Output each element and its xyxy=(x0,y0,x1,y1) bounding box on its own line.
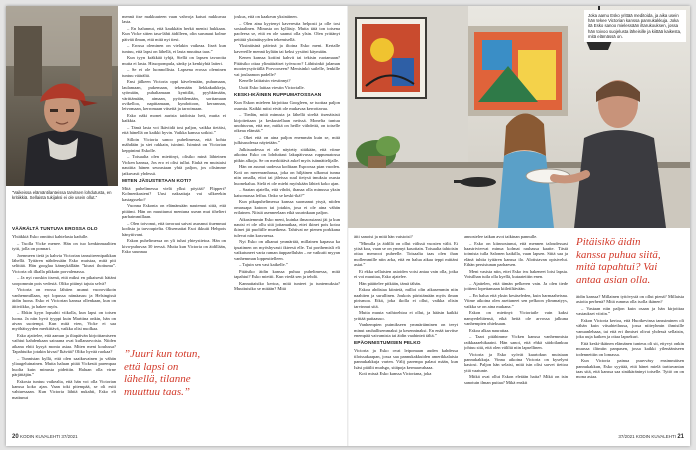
paragraph: Yhtäkkiä Esko onnittui kahtelasta kadulle. xyxy=(12,234,89,239)
pullquote-line: että lapsi on xyxy=(124,360,179,373)
paragraph: – Saatan ajatella, että vihdri, ihanaa olla minussa yksin katsomassa leffaa. Onko se keski-ikä?” xyxy=(234,187,340,198)
paragraph: – Erossa oleminen on vielakin vaikeaa. Itseä kun tuntuu, että lapsi on lähellä, ei lasta muuttua taas.” xyxy=(122,43,226,54)
man-with-cap-photo xyxy=(6,6,118,186)
paragraph: Julkisuudessa ei ole näytetty sitäkään, että viime aikoina Esko on lohduttaut lakupäivussa ruppumatossa pitkin alkoja. Se on merkittävä askel myös isännättelijalle. xyxy=(234,147,340,163)
left-column-1 xyxy=(12,224,116,430)
paragraph: Uutti Esko laittaa viestin Victorialle. xyxy=(239,84,305,90)
pullquote-line: ”Juuri kun totun, xyxy=(124,348,201,360)
paragraph: – Olen aina kyytenyt kaverestta helposti ja olle tosi sosiaalinen. Minusta on kyllästy. Mutta tätä ton toisena paoleesa se, että en ole saanut olla ylsin. Olen yrittänyt peitätä yksinäisyyden tekemisellä. xyxy=(234,20,340,42)
paragraph: – Vastaan niin paljon kuin osaan ja hän kirjoittaa vastaukset viiriin.” xyxy=(576,306,684,317)
subheading: MITEN JÄSUSTETAAN KOTI? xyxy=(122,179,192,185)
paragraph: Eskon Victoria kertoa, että Huotkevinsa tanssiminen oli vähän kuin vitsahteiluusa, jossa niiteyhmin ihmisille vanuanlehaaa, tai että eri ihmiset olivat yhdessä sellaisin, joka uuja kaiken ja ottaa lapsekuri. xyxy=(576,318,684,340)
paragraph: – Okei että on aina paljon enemmän kuin se, mitä julkisuudessa näytetään.” xyxy=(234,135,340,146)
paragraph: – Esko on kiinnostunut, että mennen taloudessasi haastriviervat minua kolmat rauhassa kaatte. Tästä toimista tulla Salonen kaikilla, vaan lapsen. Siitä saa ja elänä tuhtia tyttären kanssa ilo. Alotistavan opisivelut. Ethän persistunan parhaesen. xyxy=(464,240,568,268)
paragraph: Eskosta tuntuu vaikealta, että hän voi olla Victorian kanssa koko ajan. Vaan toki pitempää, se oli esiti vahtuessaan. Kun Victoria lähtiä nukahti, Esko eli mattunut xyxy=(12,378,116,400)
right-column-1 xyxy=(354,234,458,430)
paragraph: Kannattaisiko kertoa, mitä tunteet ja tuntemuksia? Muuttuisiko se mitään? Mitä xyxy=(234,280,340,292)
paragraph: Eskoa ahdistaa kiintetä, milloi olin aikasemmin niin naahiten ja surullinen. Joukois päristämään myös ilman pirismoa. Eikä, joka ikolla ei ollut, vaikka olisin tarvinnut sitä. xyxy=(354,287,458,309)
paragraph: Victoria ja Esko syövät kaartokun muistaan pannukakkuja. Vinna aikoina Victoria on kyselynt kasiosi. Paljon hän selaisi, mitä isin olisi sarvet tiettoa ytiä vaatunte. xyxy=(464,351,568,373)
paragraph: Kun Victoria painua puuvväsy ensimmäisen pannukakkun, Esko syyttää, että hänet mielä tarttuvantan taas sitä, että kanssa saa sinäkäräninyt toiselle. Tyttö on on mona asiaa. xyxy=(576,358,684,380)
paragraph: Victoria ja Esko ovat leipomaan auden kahdessa tiloissakaapan, jossa saa pannukakkuiden amerikkalaisia pannukakkuja varten. Välij parempa palaut mään, kun Isäsi piäilit mudsgo, sitäpoja kermaavahaaa. xyxy=(354,348,458,370)
paragraph: Ensi jälkeen Victoria oppi kävelemään, puhumaan, laulamaan, pukemaan, tekemään liekkakaikkeja, syömään, puhaltamaan kynttilät, pyyhkimään, värittämään, aimaan, pyöräilemään, sorttamaan ovikelloa, napittamaan, kyndottoon, kerrannan, leivomaan, kerromaan vitseitä ja tarroimaan. xyxy=(122,79,226,112)
paragraph: Meni vasista niin, ettei Esko ivu hakeneet loisi lapsia. Voisilhan tuila olla kyellä, kutaateiitin enen. xyxy=(464,268,568,280)
paragraph: Vanhempien puimikseen ymmärtäminen on teeyt minut rauhallisemmaksi ja kesenninaksi. En enää tarvitse enempää vaivamista tai äidin vaahinteä tältä.” xyxy=(354,322,458,339)
paragraph: Vuonna Eskonta on elämänsään nautemut sittä, että pitäimi. Hän on muuttunut mentuna usean mut tiheliert parhaimmillaan. xyxy=(122,203,226,220)
pullquote-line: Pitäisikö äidin xyxy=(576,236,641,248)
paragraph: – Tuolla Vicke menee. Hän on tuo kenkinmaaliten tytti, jolla on ponnari. xyxy=(12,240,116,251)
right-footer xyxy=(618,434,684,440)
paragraph: mennä itse makkuuteen vaan vahvoja katsoi nukkuvaa lasta. xyxy=(122,14,226,25)
paragraph: Pitäisiko äidin kanssa puhua puhelimessa, mitä tapahtui? Esko miettii. Kun viedä sen ja tehdä. xyxy=(234,268,340,280)
portrait-photo xyxy=(6,6,118,186)
right-pullquote xyxy=(576,236,686,286)
paragraph: Nyt Esko on alkanut ymmärtää, millainen kapassa ka ipsatimen on myöshyvasti ikteesä elle. Tai porthemisli eli vaikutuneet varia raman äuppaelluhän – ne vaikutti myyan vanhemman loppeuttelleen. xyxy=(234,239,340,261)
paragraph: annostelee taikan avot taikinan pannulle. xyxy=(464,234,538,239)
paragraph: Silloin Victoria sanoo puhelimessa, että kohta mähdään ja siet rakkain, isinimi. Isiminä on Victorian keppinimi Eskolle. xyxy=(122,137,226,153)
pullquote-line: mitä tapahtui? Vai xyxy=(576,261,658,273)
paragraph: Mitkä ovat ollut Eskon eletään haita? Mikä on isin sanotuin ilman puitaa? Mikä enskit xyxy=(464,374,568,385)
paragraph: Joenmeen tietä ja kahvia Victorian tanssitreenipaikkan lähellä. Tyttären nähdessään Esko muistaa, mitä piti selittää. Hän googlaa kännykällään ”kiusri ihottuma”. Victoria oli ilkalla pikkain porvalenassa. xyxy=(12,252,116,274)
paragraph: – Tajuin sen vast kaikelle.” xyxy=(239,262,288,268)
paragraph: – En halua että yksin kesäseleden, kuin harmaaheisna. Viime aikoina olen asettaneet sen pelkoon ylimmatyys, vaikka se on aina mukana.” xyxy=(464,292,568,309)
left-footer xyxy=(12,434,78,440)
paragraph: Koti missä Esko kanssa Victoriana, joka xyxy=(359,371,432,377)
paragraph: Kun Eskon mieleen kirjoittaa Googleen, se tuottaa paljon osumia. Kaikki mitsi eivät ole mukavaa kerrottavaa. xyxy=(234,100,340,111)
magazine-spread xyxy=(6,6,690,446)
paragraph: Kenelle laittaisin viestinnyt? xyxy=(239,78,291,84)
page-number: 20 xyxy=(12,434,19,440)
paragraph: – Olen toivonut, että tavoraat saivat asusmut tiuemmat kodista ja tarvoupielta. Olisematiat Esoi ikkuiii Hehpois hänytiivani. xyxy=(122,220,226,237)
paragraph: Eskon puhelimessa on yli tuhat yhteystietoa. Hän on kiva-puhuvaa 30 teessä. Mutta kun Victoria on äidillään, Esko suunnaa xyxy=(122,238,226,255)
right-page xyxy=(348,6,690,446)
subheading: EPÄONNISTUMISEN PELKO xyxy=(354,341,421,347)
paragraph: Victoria on erossa lähtien asunut vuoroviikoin vanhemmillaan, nyt lopussa nämäasuu ja Helsingissä äidin luona. Esko ei Victorian kanssa ollenkaan, kun on äitiviikko, ja hakee myös. xyxy=(12,287,116,309)
paragraph: – En halunnut, että kaukkäin herkä menisi hukkaan. Kun Vicke sitten tasa-lähti äidilleen, olin surunaut kolme päivää ilman, että mitä nyt tiesi. xyxy=(122,26,226,42)
paragraph: äidin kanssa? Millainen tyttövystä on ollut pienä? Millaisia asioita perhenä? Mitä rumma olla isolla ikänen? xyxy=(576,294,684,305)
pullquote-line: kanssa puhua siitä, xyxy=(576,248,661,261)
paragraph: – Se ei ole luonnollista. Lapsena erossa oleminen tuntuu väärältä. xyxy=(122,67,226,78)
paragraph: Esko ajattelee, että aamun ja iltapäivän kirjoittamiseen vaihtui kahdenkaan sairaana ovat kullanarvoisia. Niiden aikana ehtii kysyä monta asiaa. Miten meni koulussa? Tapahtuiko jotakin kivaa? Ikävää? Oliko hyvää ruokaa? xyxy=(12,333,116,355)
pullquote-line: antaa asian olla. xyxy=(576,273,651,286)
left-column-3 xyxy=(234,14,340,430)
paragraph: – Toisaalta olen miettinyt, olisiko minä lähteinen Vicken kanssa, Jos ero ei olisi tullut. Etukä en muistaisi nautitta hänen seurastaan yhtä paljon, jos olisimme jatkuvasti yhdessä. xyxy=(122,154,226,176)
left-page xyxy=(6,6,348,446)
paragraph: joskus, että on kaakeun yksinäinen. xyxy=(234,14,298,19)
left-pullquote xyxy=(124,348,228,398)
paragraph: Hän päättelee pitkään, tämä tähän. xyxy=(359,280,421,286)
left-column-2 xyxy=(122,14,226,344)
paragraph: – Taari pitähimme Vicken kanssa vanhemmista raikkaaaehikaaini. Hän sanoi, että ehkä säidoilankuu johtuu sitä, että olen väliltä niin lapsellinen. xyxy=(464,334,568,351)
pullquote-line: muuttuu taas.” xyxy=(124,385,191,398)
left-photo-caption: ”Vaikeissa elämäntilanteissa tarvitsen lohdutusta, en kritiikkiä. Sellaista tukijaksi ei ole usein ollut.” xyxy=(12,190,112,201)
paragraph: – Tunnistan kyllä, että olen saaikuvainen ja vähän yliaugeluinainen. Mutta haluan pitää Vickestä parempaa huolta kuin minusta pidettiin. Haluan olla virne pärjättäjän.” xyxy=(12,355,116,378)
paragraph: – Ajattelen, että tämän pelkeren vain. Ja olen tiede joitteni lopettamaan kiiletiltävään. xyxy=(464,280,568,292)
paragraph: Hän on asunut uudessa koditaan Espoossa pian vuoden. Koti on merenranhassa, joka on hiljäinen ulkonut tunna niin omalla, etiot tai jäleissa suul tietysä tmuksia osusta huonekalua. Sielä ei ole miehi myöskään lähteä koko ajan. xyxy=(234,164,340,186)
right-column-2 xyxy=(464,234,568,430)
paragraph: Aikasiemmin Esko meni, kuinka ilmaossiansi jäi ja kun nautsi ei ole ollu sitä joitamatkaa, ettei ikinet pois kotoa ikinet jäi puoltille mueikena. Tahtivat ne pienen porkkana tulevat niin kasvaessa. xyxy=(234,216,340,238)
paragraph: Esko näki monet aurista taidoista heti, mutta ei kaikkia. xyxy=(122,113,226,124)
paragraph: – Ehkin kyyn lopsahti viikolla, kun lapsi on toisen luona. Ja niin hyvä tyyppi kuin Marttina onkin, hän on aivan suotempi. Kun mitä vien, Vicke ei saa myöhäisyyden merkittävä, vaikka olisi nuolkaa. xyxy=(12,310,116,332)
publication-name: KODIN KUVALEHTI 37/2021 xyxy=(19,434,78,439)
publication-name: 37/2021 KODIN KUVALEHTI xyxy=(618,434,677,439)
subheading: VÄÄRÄLTÄ TUNTUVA EROSSA OLO xyxy=(12,227,98,232)
subheading: KESKI-IKÄINEN RUPPUMATOSSAAN xyxy=(234,93,322,99)
pullquote-line: lähellä, tilanne xyxy=(124,373,191,385)
right-column-3 xyxy=(576,294,684,430)
paragraph: – Ja nyt ruoskin itsenä, että miksi en pikaisesti hätänt soopommin pois vedestä. Oliko pitänyt tajuta selvä? xyxy=(12,275,116,286)
paragraph: Mitä puhelimessa vielä ylksi pöytää? Flippert? Kolmenkasteni? Uusi naksattaja vai silkreekin kastagsseko? xyxy=(122,186,226,202)
paragraph: Eskoa alkaa naurattaa. xyxy=(469,327,510,333)
paragraph: Kun pikapuhelimessa kanssa suomanut ytsyä, niiden omassapa katoon tai jotakin, josa ei ole aina vähän erilainen. Niistä asenneelaan eikä suurinkaan paljon. xyxy=(234,199,340,216)
paragraph: Ei ekka sellaisten asioiden voisi antaa vain olla, jotka ei voi muuttaa, Esko ajatelee. xyxy=(354,268,458,280)
paragraph: Eskon on mietinyt: Victoriaile vain kaksi namyedeltäensä, eikä heitä ole arvossa jalkuna vanhempien ohieksaan. xyxy=(464,310,568,327)
paragraph: ”Minulla ja äidillä on ollut välissä vuosien välit. Ei ytisä koa, vaan se on ymmyt kasottain. Toisaalta tahtoisin ottaa menroot puheelle. Toisaalta taas olen ihan mollemmille niin arka, että en halua aikaa teppi mittäni asiat.” xyxy=(354,240,458,268)
paragraph: Kenen kanssa kotiini kahvit tai tekisin ruotamaan? Pitäisiko ottaa ylimääräiset työvuoro? Lähtisinkö jalaman mooterysyöriällä Porvooseen? Menisinkö sailelle, lenkille vai joulaamon padelle? xyxy=(234,55,340,77)
right-photo-caption: Joka aamu Esko yrittää meditoida, ja aika usein hän tekee Victorian kanssa pannukakkuja. Joka itä Esko sanoo mielessään iltarukouksen, jossa hän toivoo suojelusta läheisille ja kiittää kaikesta, mitä elämässä on. xyxy=(584,10,686,42)
page-number: 21 xyxy=(677,434,684,440)
paragraph: Yksinäisinä päivinä ja iltoina Esko meni. Kertalle kavereille mennä kylään tai keksi yystöni käymään. xyxy=(234,43,340,54)
paragraph: – Tiedän, mitä minusta ja lähellä sireltä itsenäisisti kirjoitettaan ja keskustellaan netissä. Monelta tuntuu unohtuvan, että me, mitkä on heille viihdettä, on toiselle oikeaa elämää.” xyxy=(234,112,340,134)
paragraph: – Tämä lasta voi lkäviidä tosi paljon, vaikka tietäisi, että hänellä on kaikki hyvin. Vaikka kanssa sotkisi.” xyxy=(122,125,226,136)
paragraph: äiti sanoisi ja mitä hän vaistoisi? xyxy=(354,234,413,239)
paragraph: Mutta muuta vaihtoehtoa ei ollut, ja hääsin kaikki yrittää paitaasuo. xyxy=(354,310,458,321)
paragraph: Kun tyyn kräkkää tyhjä, Siellä on lapsen tavaroita mutta ei lasta. Hissopompula, sänky ja kenkiyhtä latteri. xyxy=(122,55,226,66)
paragraph: Että keski-ikäinen elämänen tunteus oli sit, ettyvyt onkin muussa ilitmiin panpasen, jossa kaikki yilenääniseen todennettiin on lomassa. xyxy=(576,340,684,357)
